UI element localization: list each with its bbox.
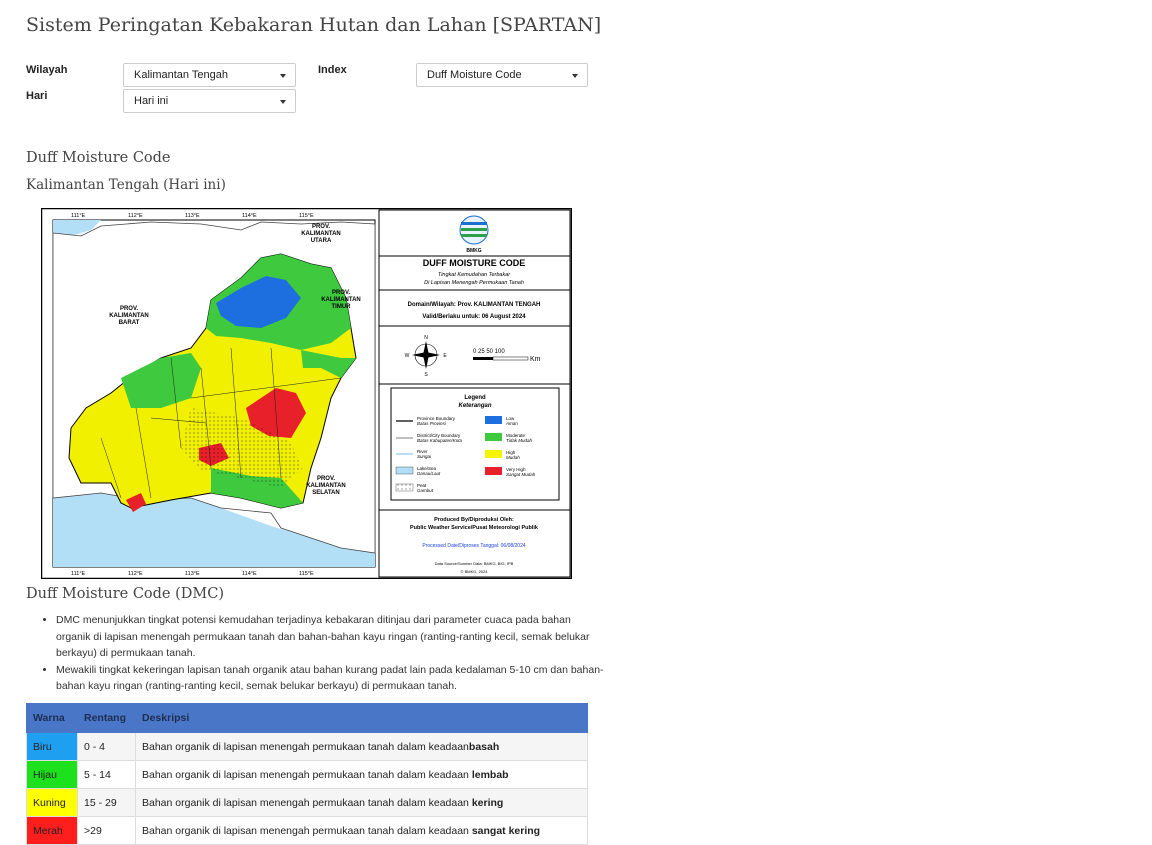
chevron-down-icon xyxy=(572,74,578,78)
section-subheading: Kalimantan Tengah (Hari ini) xyxy=(26,177,226,193)
lon-tick: 112°E xyxy=(128,571,143,577)
table-row xyxy=(27,733,588,761)
province-label-timur: KALIMANTAN xyxy=(321,297,361,303)
lon-tick: 115°E xyxy=(299,571,314,577)
desc-cell: Bahan organik di lapisan menengah permukaan tanah dalam keadaan kering xyxy=(136,789,588,817)
svg-text:W: W xyxy=(404,353,410,359)
province-label-utara: PROV. xyxy=(311,224,331,230)
svg-text:Peat: Peat xyxy=(417,483,427,488)
section-heading: Duff Moisture Code xyxy=(26,150,171,166)
svg-text:District/City Boundary: District/City Boundary xyxy=(417,433,461,438)
chevron-down-icon xyxy=(280,74,286,78)
color-cell: Hijau xyxy=(27,761,78,789)
svg-text:Produced By/Diproduksi Oleh:: Produced By/Diproduksi Oleh: xyxy=(434,517,514,523)
list-item: • DMC menunjukkan tingkat potensi kemudahan terjadinya kebakaran ditinjau dari parameter cuaca pada bahan organik di lapisan menengah permukaan tanah dan bahan-bahan kayu ringan (ranting-ranting kecil, semak belukar berkayu) di permukaan tanah. xyxy=(56,612,606,662)
table-row xyxy=(27,817,588,845)
svg-text:Batas Provinsi: Batas Provinsi xyxy=(417,421,446,426)
svg-text:Aman: Aman xyxy=(506,421,518,426)
lon-tick: 114°E xyxy=(242,213,257,219)
svg-text:Km: Km xyxy=(530,356,541,363)
lon-tick: 113°E xyxy=(185,571,200,577)
range-cell: 5 - 14 xyxy=(78,761,136,789)
lon-tick: 115°E xyxy=(299,213,314,219)
column-header-rentang: Rentang xyxy=(78,704,136,733)
svg-text:High: High xyxy=(506,450,516,455)
dmc-heading: Duff Moisture Code (DMC) xyxy=(26,586,224,602)
province-label-timur: TIMUR xyxy=(331,304,351,310)
range-cell: >29 xyxy=(78,817,136,845)
index-value: Duff Moisture Code xyxy=(427,69,522,81)
svg-text:Batas Kabupaten/Kota: Batas Kabupaten/Kota xyxy=(417,438,463,443)
lon-tick: 112°E xyxy=(128,213,143,219)
wilayah-value: Kalimantan Tengah xyxy=(134,69,228,81)
column-header-warna: Warna xyxy=(27,704,78,733)
svg-text:Mudah: Mudah xyxy=(506,455,520,460)
province-label-utara: KALIMANTAN xyxy=(301,231,341,237)
page-title: Sistem Peringatan Kebakaran Hutan dan Lahan [SPARTAN] xyxy=(26,14,602,36)
svg-text:E: E xyxy=(443,353,447,359)
province-label-selatan: PROV. xyxy=(316,476,336,482)
province-label-selatan: KALIMANTAN xyxy=(306,483,346,489)
index-select[interactable] xyxy=(416,63,588,87)
dmc-table xyxy=(26,703,588,845)
svg-text:Di Lapisan Menengah Permukaan: Di Lapisan Menengah Permukaan Tanah xyxy=(424,280,524,286)
svg-text:Tidak Mudah: Tidak Mudah xyxy=(506,438,532,443)
svg-text:Data Source/Sumber Data: BMKG,: Data Source/Sumber Data: BMKG, BIG, IPB xyxy=(434,561,514,566)
desc-cell: Bahan organik di lapisan menengah permukaan tanah dalam keadaan lembab xyxy=(136,761,588,789)
hari-value: Hari ini xyxy=(134,95,169,107)
desc-cell: Bahan organik di lapisan menengah permukaan tanah dalam keadaan sangat kering xyxy=(136,817,588,845)
province-label-barat: PROV. xyxy=(119,306,139,312)
svg-text:Sungai: Sungai xyxy=(417,454,432,459)
svg-text:Keterangan: Keterangan xyxy=(458,403,492,409)
province-label-barat: KALIMANTAN xyxy=(109,313,149,319)
svg-text:Gambut: Gambut xyxy=(417,488,434,493)
svg-text:Domain/Wilayah: Prov. KALIMANT: Domain/Wilayah: Prov. KALIMANTAN TENGAH xyxy=(407,302,541,308)
wilayah-label: Wilayah xyxy=(26,64,68,76)
hari-select[interactable] xyxy=(123,89,296,113)
lon-tick: 111°E xyxy=(71,213,86,219)
color-cell: Biru xyxy=(27,733,78,761)
svg-text:Valid/Berlaku untuk: 06 August: Valid/Berlaku untuk: 06 August 2024 xyxy=(422,314,526,320)
svg-text:Legend: Legend xyxy=(464,395,486,401)
svg-text:S: S xyxy=(424,372,428,378)
list-item: • Mewakili tingkat kekeringan lapisan tanah organik atau bahan kurang padat lain pada kedalaman 5-10 cm dan bahan-bahan kayu ringan (ranting-ranting kecil, semak belukar berkayu) di permukaan tanah. xyxy=(56,662,606,695)
province-label-selatan: SELATAN xyxy=(312,490,340,496)
svg-text:Danau/Laut: Danau/Laut xyxy=(417,471,441,476)
color-cell: Merah xyxy=(27,817,78,845)
svg-text:Province Boundary: Province Boundary xyxy=(417,416,456,421)
province-label-barat: BARAT xyxy=(118,320,140,326)
map-title: DUFF MOISTURE CODE xyxy=(422,258,526,268)
lon-tick: 111°E xyxy=(71,571,86,577)
svg-text:Very High: Very High xyxy=(506,467,526,472)
svg-text:N: N xyxy=(424,335,428,341)
svg-text:River: River xyxy=(417,449,428,454)
svg-text:Low: Low xyxy=(506,416,515,421)
province-label-utara: UTARA xyxy=(310,238,332,244)
svg-text:Sangat Mudah: Sangat Mudah xyxy=(506,472,536,477)
dmc-description-list xyxy=(40,612,606,695)
table-row xyxy=(27,789,588,817)
hari-label: Hari xyxy=(26,90,48,102)
svg-text:Moderate: Moderate xyxy=(506,433,526,438)
wilayah-select[interactable] xyxy=(123,63,296,87)
column-header-deskripsi: Deskripsi xyxy=(136,704,588,733)
svg-text:Lake/Sea: Lake/Sea xyxy=(417,466,437,471)
table-row xyxy=(27,761,588,789)
province-label-timur: PROV. xyxy=(331,290,351,296)
lon-tick: 113°E xyxy=(185,213,200,219)
index-label: Index xyxy=(318,64,347,76)
dmc-map-image xyxy=(41,208,572,579)
range-cell: 15 - 29 xyxy=(78,789,136,817)
scale-ticks: 0 25 50 100 xyxy=(473,349,505,355)
lon-tick: 114°E xyxy=(242,571,257,577)
svg-text:Processed Date/Diproses Tangga: Processed Date/Diproses Tanggal: 06/08/2024 xyxy=(422,543,526,549)
svg-text:Public Weather Service/Pusat M: Public Weather Service/Pusat Meteorologi Publik xyxy=(410,525,538,531)
svg-text:Tingkat Kemudahan Terbakar: Tingkat Kemudahan Terbakar xyxy=(437,272,511,278)
range-cell: 0 - 4 xyxy=(78,733,136,761)
desc-cell: Bahan organik di lapisan menengah permukaan tanah dalam keadaanbasah xyxy=(136,733,588,761)
svg-text:BMKG: BMKG xyxy=(466,248,482,254)
chevron-down-icon xyxy=(280,100,286,104)
color-cell: Kuning xyxy=(27,789,78,817)
svg-text:© BMKG, 2024: © BMKG, 2024 xyxy=(460,569,488,574)
